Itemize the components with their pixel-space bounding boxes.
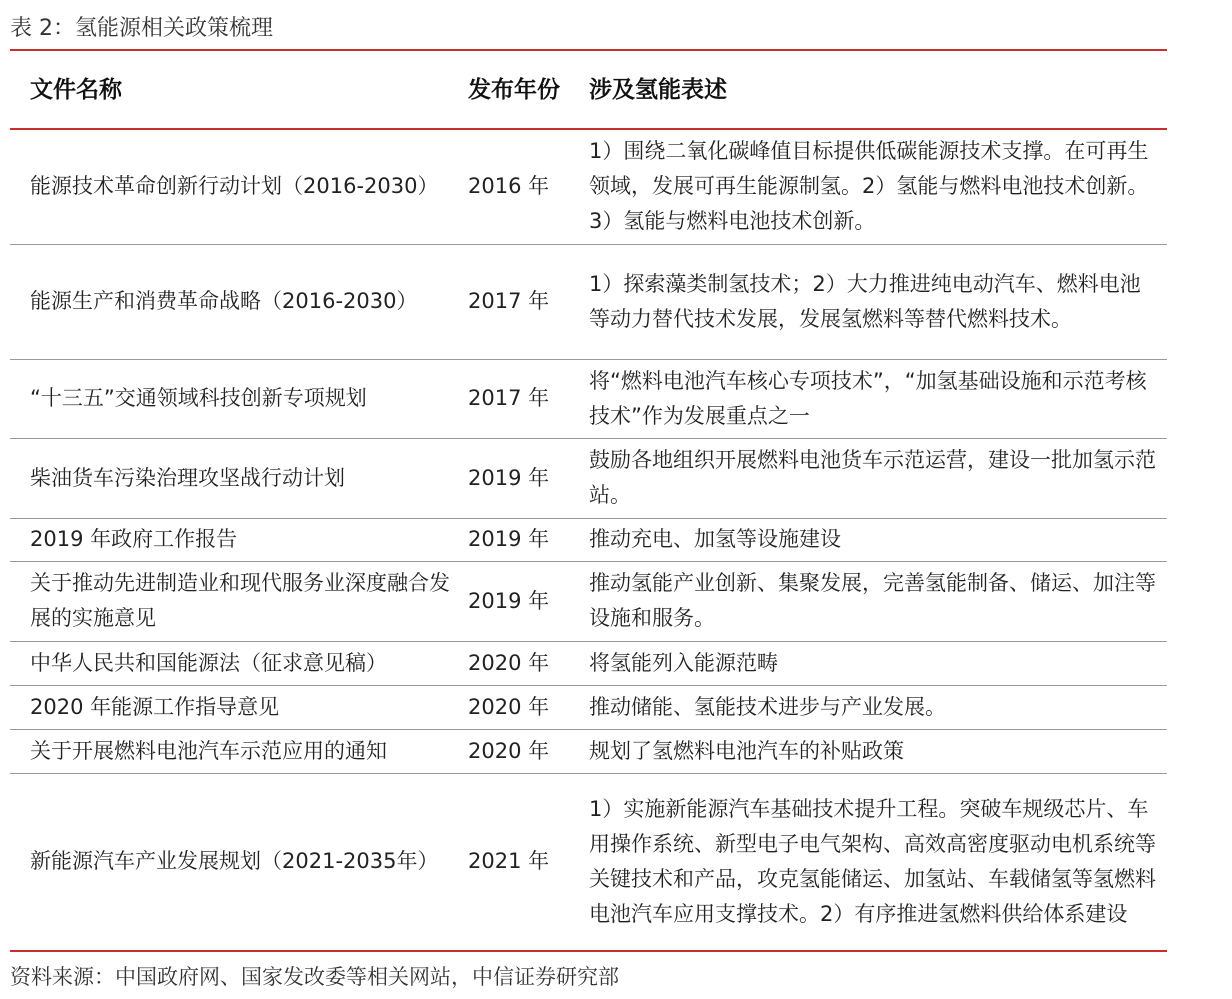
row-desc: 规划了氢燃料电池汽车的补贴政策	[583, 729, 1167, 773]
row-year: 2019 年	[458, 561, 583, 641]
header-row	[10, 51, 1167, 129]
header-name: 文件名称	[10, 51, 458, 129]
row-name: 新能源汽车产业发展规划（2021-2035年）	[10, 773, 458, 951]
row-desc: 推动氢能产业创新、集聚发展，完善氢能制备、储运、加注等设施和服务。	[583, 561, 1167, 641]
table-row	[10, 729, 1167, 773]
table-row	[10, 359, 1167, 438]
row-desc: 鼓励各地组织开展燃料电池货车示范运营，建设一批加氢示范站。	[583, 438, 1167, 518]
row-year: 2020 年	[458, 685, 583, 729]
row-name: 2020 年能源工作指导意见	[10, 685, 458, 729]
row-year: 2017 年	[458, 244, 583, 359]
row-desc: 1）探索藻类制氢技术；2）大力推进纯电动汽车、燃料电池等动力替代技术发展，发展氢燃料等替代燃料技术。	[583, 244, 1167, 359]
row-name: 2019 年政府工作报告	[10, 518, 458, 561]
source-note: 资料来源：中国政府网、国家发改委等相关网站，中信证券研究部	[10, 965, 619, 989]
row-name: 能源生产和消费革命战略（2016-2030）	[10, 244, 458, 359]
row-year: 2017 年	[458, 359, 583, 438]
row-year: 2019 年	[458, 518, 583, 561]
row-desc: 将“燃料电池汽车核心专项技术”，“加氢基础设施和示范考核技术”作为发展重点之一	[583, 359, 1167, 438]
row-year: 2020 年	[458, 641, 583, 685]
row-desc: 推动充电、加氢等设施建设	[583, 518, 1167, 561]
row-name: 关于推动先进制造业和现代服务业深度融合发展的实施意见	[10, 561, 458, 641]
row-name: 能源技术革命创新行动计划（2016-2030）	[10, 129, 458, 244]
table-row	[10, 244, 1167, 359]
row-name: 关于开展燃料电池汽车示范应用的通知	[10, 729, 458, 773]
table-row	[10, 685, 1167, 729]
row-year: 2021 年	[458, 773, 583, 951]
table-row	[10, 518, 1167, 561]
row-year: 2020 年	[458, 729, 583, 773]
table-row	[10, 641, 1167, 685]
row-year: 2019 年	[458, 438, 583, 518]
table-row	[10, 561, 1167, 641]
table-row	[10, 773, 1167, 951]
row-desc: 1）围绕二氧化碳峰值目标提供低碳能源技术支撑。在可再生领域，发展可再生能源制氢。2）氢能与燃料电池技术创新。3）氢能与燃料电池技术创新。	[583, 129, 1167, 244]
row-desc: 1）实施新能源汽车基础技术提升工程。突破车规级芯片、车用操作系统、新型电子电气架构、高效高密度驱动电机系统等关键技术和产品，攻克氢能储运、加氢站、车载储氢等氢燃料电池汽车应用支撑技术。2）有序推进氢燃料供给体系建设	[583, 773, 1167, 951]
header-year: 发布年份	[458, 51, 583, 129]
table-row	[10, 438, 1167, 518]
table-row	[10, 129, 1167, 244]
row-desc: 推动储能、氢能技术进步与产业发展。	[583, 685, 1167, 729]
row-name: 柴油货车污染治理攻坚战行动计划	[10, 438, 458, 518]
table-caption: 表 2：氢能源相关政策梳理	[10, 16, 273, 41]
row-year: 2016 年	[458, 129, 583, 244]
row-desc: 将氢能列入能源范畴	[583, 641, 1167, 685]
row-name: “十三五”交通领域科技创新专项规划	[10, 359, 458, 438]
row-name: 中华人民共和国能源法（征求意见稿）	[10, 641, 458, 685]
policy-table	[10, 51, 1167, 952]
header-desc: 涉及氢能表述	[583, 51, 1167, 129]
